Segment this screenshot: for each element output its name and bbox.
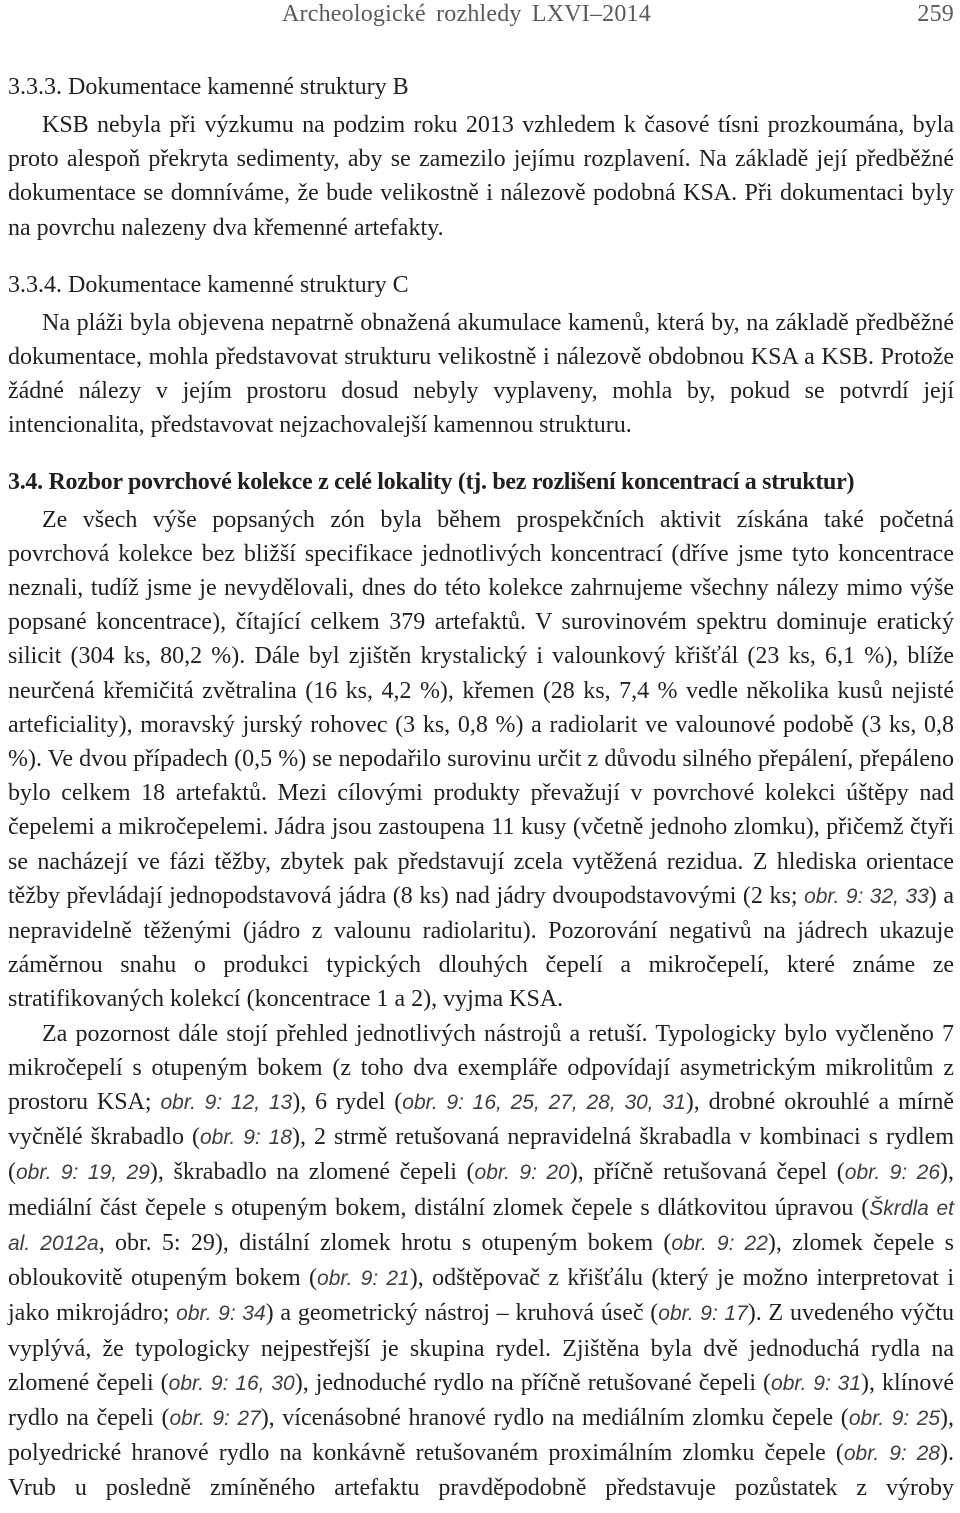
paragraph-tools-text: ), škrabadlo na zlomené čepeli ( (149, 1159, 475, 1186)
paragraph-tools-text: ), vícenásobné hranové rydlo na mediálním zlomku čepele ( (260, 1404, 849, 1431)
paragraph-tools-text: ). Z uvedeného výčtu vyplývá, že typologicky nejpestřejší je skupina rydel. Zjištěna byla dvě jednoduchá rydla na zlomené čepeli ( (8, 1300, 955, 1396)
paragraph-tools-text: ), příčně retušovaná čepel ( (569, 1159, 845, 1186)
page (8, 0, 954, 1506)
paragraph-tools-text: ) a geometrický nástroj – kruhová úseč ( (265, 1300, 659, 1327)
figure-reference: obr. 9: 27 (169, 1406, 261, 1430)
figure-reference: obr. 9: 31 (771, 1371, 862, 1395)
figure-reference: obr. 9: 28 (843, 1442, 940, 1466)
paragraph-tools-text: ), 2 strmě retušovaná nepravidelná škrabadla v kombinaci s rydlem ( (8, 1124, 955, 1186)
paragraph-tools-text: ), drobné okrouhlé a mírně vyčnělé škrabadlo ( (8, 1089, 954, 1151)
paragraph-tools-text: , obr. 5: 29), distální zlomek hrotu s otupeným bokem ( (98, 1229, 672, 1256)
figure-reference: obr. 9: 26 (844, 1161, 941, 1185)
figure-reference: obr. 9: 17 (658, 1302, 748, 1326)
literature-citation: Škrdla et al. 2012a (8, 1196, 955, 1255)
figure-reference: obr. 9: 34 (176, 1302, 266, 1326)
paragraph-tools-text: ), odštěpovač z křišťálu (který je možno interpretovat i jako mikrojádro; (8, 1265, 954, 1327)
paragraph-tools-text: ), 6 rydel ( (292, 1089, 403, 1116)
paragraph-tools-text: ), polyedrické hranové rydlo na konkávně retušovaném proximálním zlomku čepele ( (8, 1404, 955, 1467)
figure-reference: obr. 9: 16, 25, 27, 28, 30, 31 (402, 1091, 686, 1115)
figure-reference: obr. 9: 21 (317, 1267, 410, 1291)
figure-reference: obr. 9: 20 (474, 1161, 570, 1185)
paragraph-tools-text-0: Za pozornost dále stojí přehled jednotlivých nástrojů a retuší. Typologicky bylo vyčleněno 7 mikročepelí s otupeným bokem (z toho dva exempláře odpovídají asymetrickým mikrolitům z prostoru KSA; (8, 1020, 954, 1116)
paragraph-surface-collection (8, 503, 954, 1017)
paragraph-tools-text: ), klínové rydlo na čepeli ( (8, 1369, 955, 1431)
page-number: 259 (917, 1, 954, 27)
figure-reference: obr. 9: 19, 29 (16, 1161, 150, 1185)
paragraph-surface-text-1: Ze všech výše popsaných zón byla během prospekčních aktivit získána také početná povrchová kolekce bez bližší specifikace jednotlivých koncentrací (dříve jsme tyto koncentrace neznali, tudíž jsme je nevydělovali, dnes do této kolekce zahrnujeme všechny nálezy mimo výše popsané koncentrace), čítající celkem 379 artefaktů. V surovinovém spektru dominuje eratický silicit (304 ks, 80,2 %). Dále byl zjištěn krystalický i valounkový křišťál (23 ks, 6,1 %), blíže neurčená křemičitá zvětralina (16 ks, 4,2 %), křemen (28 ks, 7,4 % vedle několika kusů nejisté arteficiality), moravský jurský rohovec (3 ks, 0,8 %) a radiolarit ve valounové podobě (3 ks, 0,8 %). Ve dvou případech (0,5 %) se nepodařilo surovinu určit z důvodu silného přepálení, přepáleno bylo celkem 18 artefaktů. Mezi cílovými produkty převažují v povrchové kolekci úštěpy nad čepelemi a mikročepelemi. Jádra jsou zastoupena 11 kusy (včetně jednoho zlomku), přičemž čtyři se nacházejí ve fázi těžby, zbytek pak představují zcela vytěžená rezidua. Z hlediska orientace těžby převládají jednopodstavová jádra (8 ks) nad jádry dvoupodstavovými (2 ks; (8, 506, 954, 909)
figure-reference: obr. 9: 18 (199, 1126, 292, 1150)
paragraph-ksb-text: KSB nebyla při výzkumu na podzim roku 2013 vzhledem k časové tísni prozkoumána, byla proto alespoň překryta sedimenty, aby se zamezilo jejímu rozplavení. Na základě její předběžné dokumentace se domníváme, že bude velikostně i nálezově podobná KSA. Při dokumentaci byly na povrchu nalezeny dva křemenné artefakty. (8, 112, 954, 241)
journal-title: Archeologické rozhledy LXVI–2014 (282, 1, 651, 27)
paragraph-ksc (8, 306, 954, 443)
figure-reference: obr. 9: 22 (671, 1231, 768, 1255)
section-heading-3-3-4: 3.3.4. Dokumentace kamenné struktury C (8, 271, 409, 298)
paragraph-tools-text: ). Vrub u posledně zmíněného artefaktu pravděpodobně představuje pozůstatek z výroby (8, 1440, 954, 1502)
section-heading-3-4: 3.4. Rozbor povrchové kolekce z celé lokality (tj. bez rozlišení koncentrací a struktur) (8, 468, 855, 495)
paragraph-tools-text: ), jednoduché rydlo na příčně retušované čepeli ( (294, 1369, 772, 1396)
paragraph-ksc-text: Na pláži byla objevena nepatrně obnažená akumulace kamenů, která by, na základě předběžné dokumentace, mohla představovat strukturu velikostně i nálezově obdobnou KSA a KSB. Protože žádné nálezy v jejím prostoru dosud nebyly vyplaveny, mohla by, pokud se potvrdí její intencionalita, představovat nejzachovalejší kamennou strukturu. (8, 309, 954, 439)
figure-reference: obr. 9: 32, 33 (804, 884, 929, 908)
paragraph-tools-text: ), zlomek čepele s obloukovitě otupeným bokem ( (8, 1229, 955, 1292)
paragraph-surface-text-2: ) a nepravidelně těženými (jádro z valounu radiolaritu). Pozorování negativů na jádrech ukazuje záměrnou snahu o produkci typických dlouhých čepelí a mikročepelí, které známe ze stratifikovaných kolekcí (koncentrace 1 a 2), vyjma KSA. (8, 882, 954, 1013)
section-heading-3-3-3: 3.3.3. Dokumentace kamenné struktury B (8, 74, 409, 100)
paragraph-ksb (8, 108, 954, 245)
running-header (8, 0, 954, 28)
figure-reference: obr. 9: 12, 13 (160, 1091, 293, 1115)
paragraph-tools (8, 1017, 954, 1506)
paragraph-tools-text: ), mediální část čepele s otupeným bokem, distální zlomek čepele s dlátkovitou úpravou ( (8, 1159, 955, 1221)
figure-reference: obr. 9: 16, 30 (168, 1371, 295, 1395)
figure-reference: obr. 9: 25 (848, 1406, 941, 1430)
